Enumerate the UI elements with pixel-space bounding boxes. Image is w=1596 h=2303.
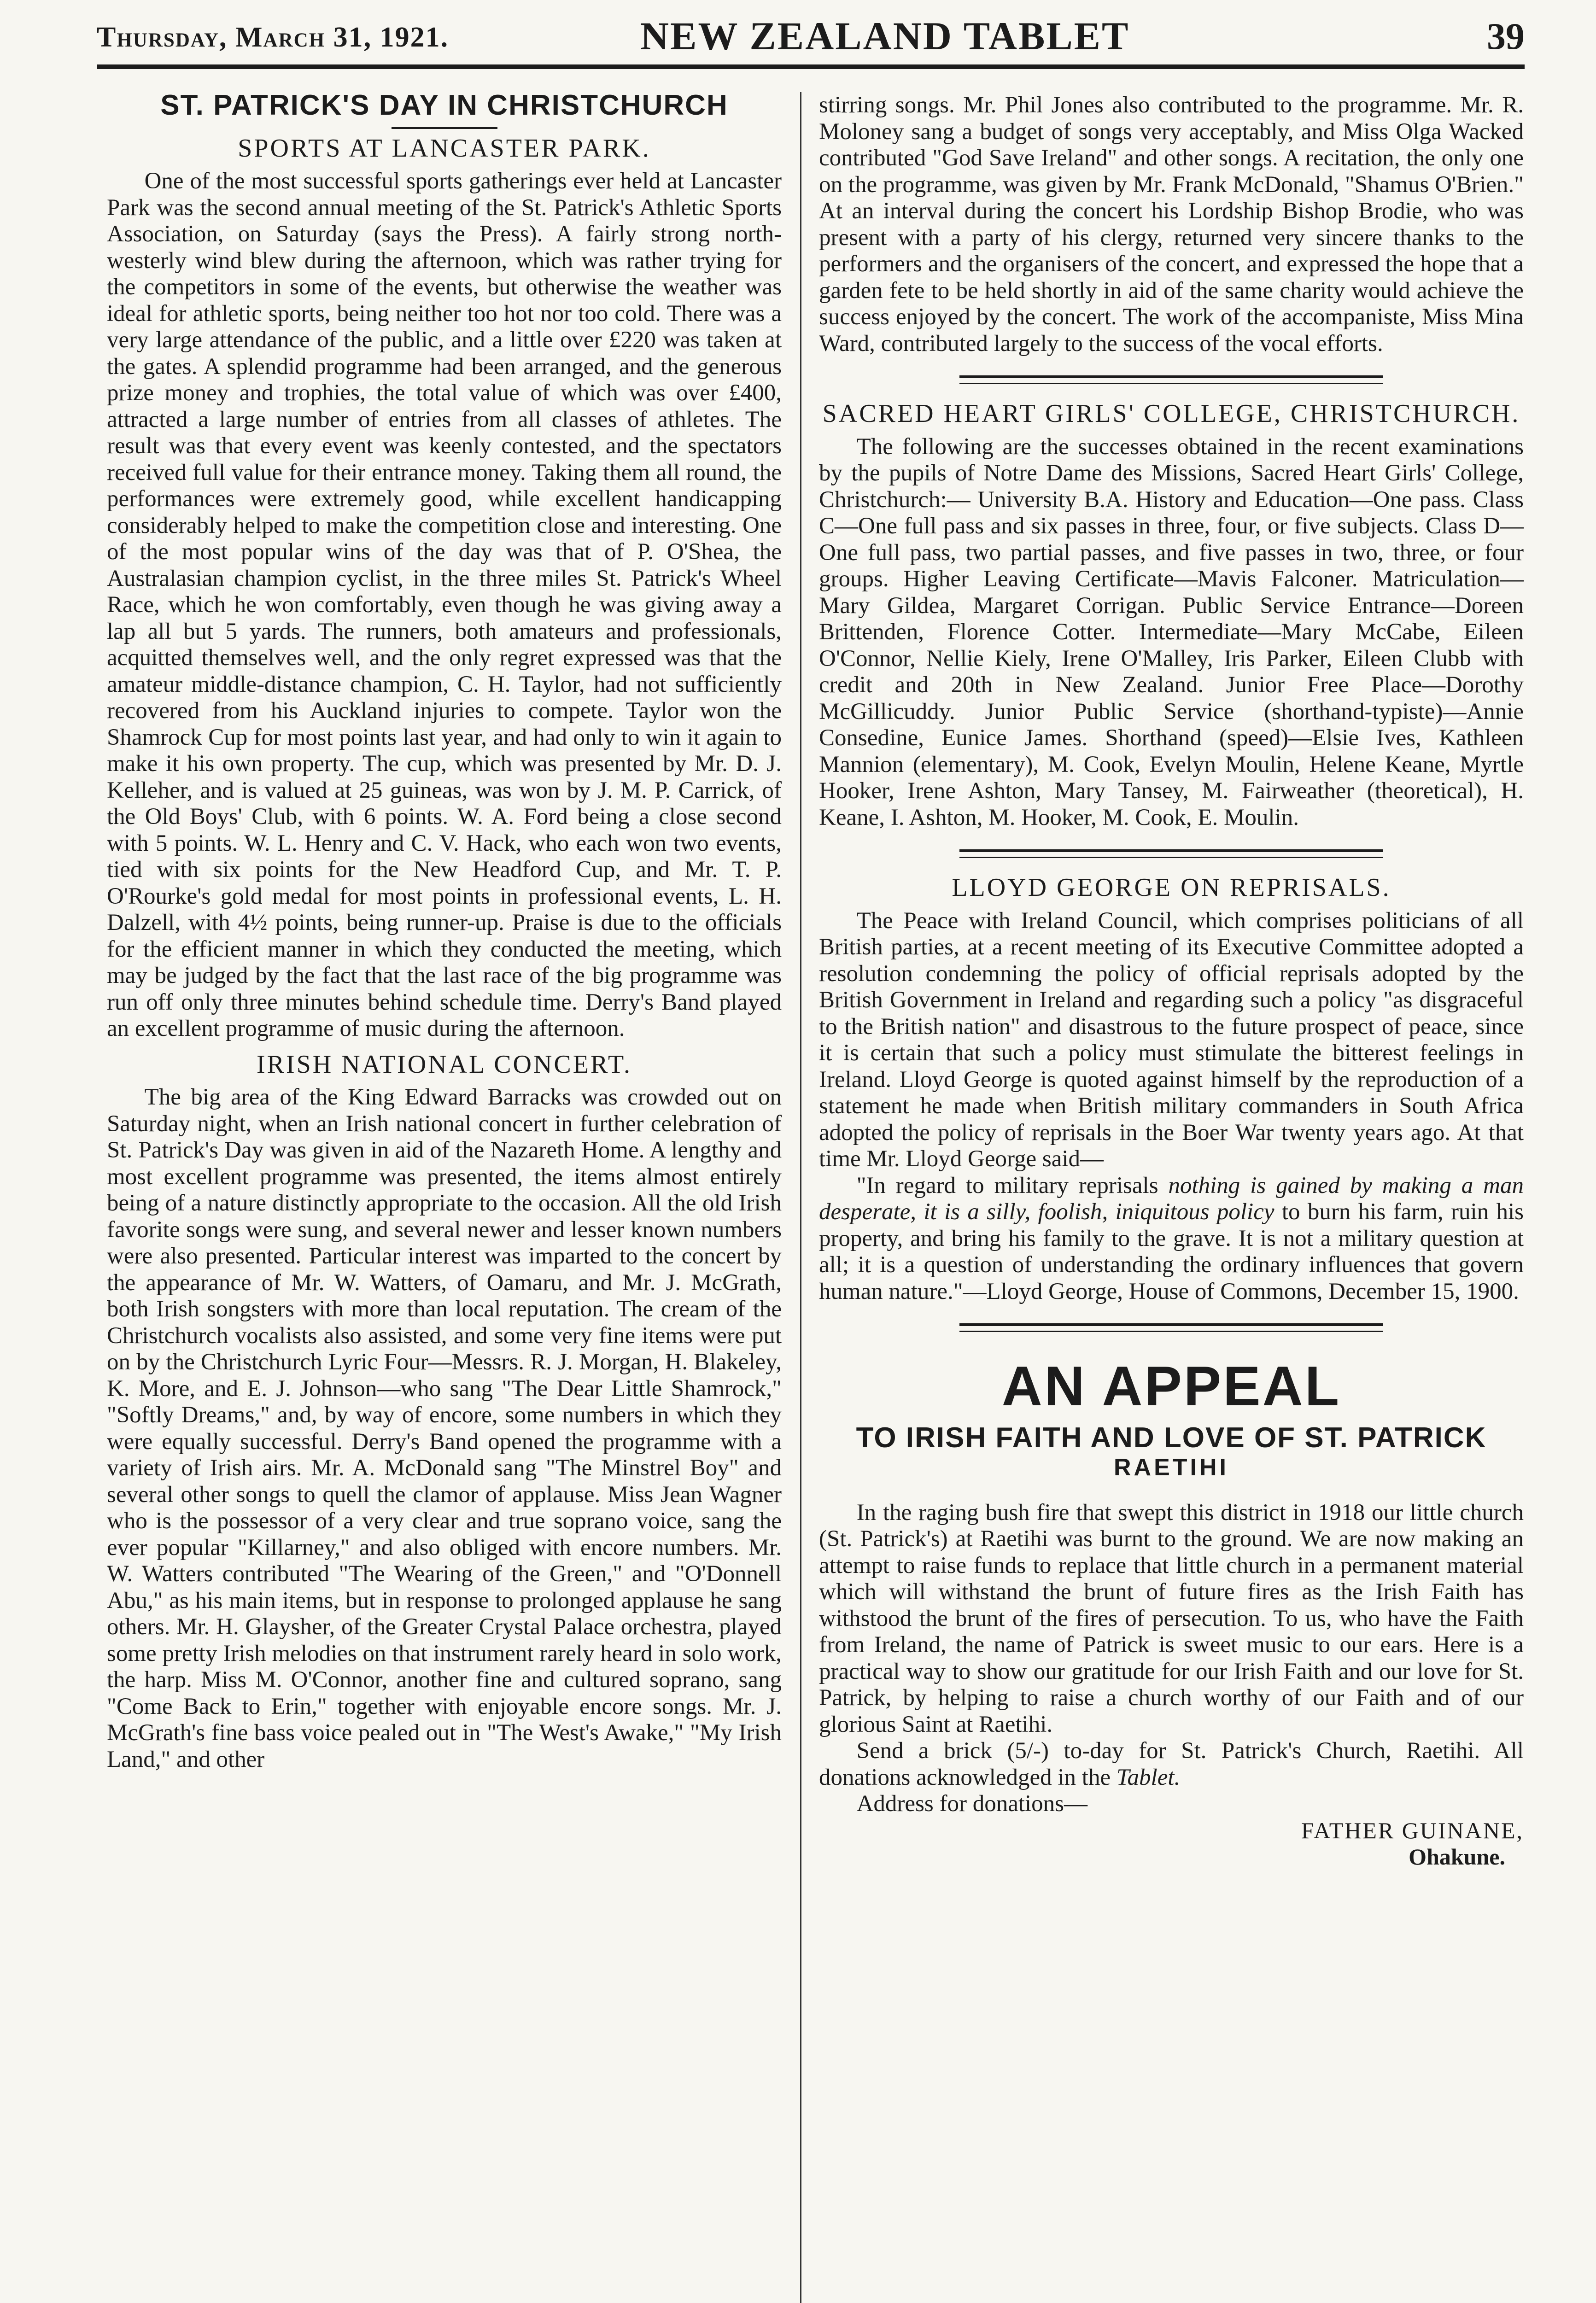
subhead-concert: IRISH NATIONAL CONCERT. xyxy=(256,1050,632,1079)
section-rule xyxy=(959,1323,1383,1332)
appeal-notice xyxy=(819,1356,1524,1870)
appeal-address: Address for donations— xyxy=(856,1791,1088,1817)
college-paragraph: The following are the successes obtained in the recent examinations by the pupils of Notre Dame des Missions, Sacred Heart Girls' College, Christchurch:— University B.A. History and Education—One pass. Class C—One full pass and six passes in three, four, or five subjects. Class D—One full pass, two partial passes, and five passes in two, three, or four groups. Higher Leaving Certificate—Mavis Falconer. Matriculation—Mary Gildea, Margaret Corrigan. Public Service Entrance—Doreen Brittenden, Florence Cotter. Intermediate—Mary McCabe, Eileen O'Connor, Nellie Kiely, Irene O'Malley, Iris Parker, Eileen Clubb with credit and 20th in New Zealand. Junior Free Place—Dorothy McGillicuddy. Junior Public Service (shorthand-typiste)—Annie Consedine, Eunice James. Shorthand (speed)—Elsie Ives, Kathleen Mannion (elementary), M. Cook, Evelyn Moulin, Helene Keane, Myrtle Hooker, Irene Ashton, Mary Tansey, M. Fairweather (theoretical), H. Keane, I. Ashton, M. Hooker, M. Cook, E. Moulin. xyxy=(819,433,1524,830)
appeal-location: Ohakune. xyxy=(1409,1844,1505,1870)
concert-continued-paragraph: stirring songs. Mr. Phil Jones also contributed to the programme. Mr. R. Moloney sang a budget of songs very acceptably, and Miss Olga Wacked contributed "God Save Ireland" and other songs. A recitation, the only one on the programme, was given by Mr. Frank McDonald, "Shamus O'Brien." At an interval during the concert his Lordship Bishop Brodie, who was present with a party of his clergy, returned very sincere thanks to the performers and the organisers of the concert, and expressed the hope that a garden fete to be held shortly in aid of the same charity would achieve the success enjoyed by the concert. The work of the accompaniste, Miss Mina Ward, contributed largely to the success of the vocal efforts. xyxy=(819,92,1524,357)
appeal-paragraph: In the raging bush fire that swept this district in 1918 our little church (St. Patrick's) at Raetihi was burnt to the ground. We are now making an attempt to raise funds to replace that little church in a permanent material which will withstand the brunt of future fires as the Irish Faith has withstood the brunt of the fires of persecution. To us, who have the Faith from Ireland, the name of Patrick is sweet music to our ears. Here is a practical way to show our gratitude for our Irish Faith and our love for St. Patrick, by helping to raise a church worthy of our Faith and of our glorious Saint at Raetihi. xyxy=(819,1499,1524,1737)
appeal-signature: FATHER GUINANE, xyxy=(1301,1817,1524,1843)
page-number: 39 xyxy=(1487,15,1525,57)
appeal-place: RAETIHI xyxy=(1114,1454,1229,1481)
lloyd-george-paragraph: The Peace with Ireland Council, which comprises politicians of all British parties, at a recent meeting of its Executive Committee adopted a resolution condemning the policy of official reprisals adopted by the British Government in Ireland and regarding such a policy "as disgraceful to the British nation" and disastrous to the future prospect of peace, since it is certain that such a policy must stimulate the bitterest feelings in Ireland. Lloyd George is quoted against himself by the reproduction of a statement he made when British military commanders in South Africa adopted the policy of reprisals in the Boer War twenty years ago. At that time Mr. Lloyd George said— xyxy=(819,907,1524,1172)
headline-rule xyxy=(392,127,497,129)
quote-text: "In regard to military reprisals xyxy=(856,1172,1169,1198)
appeal-subtitle: TO IRISH FAITH AND LOVE OF ST. PATRICK xyxy=(856,1422,1487,1454)
quote-italic-text: nothing is gained by making a man desperate, it is a silly, foolish, iniquitous policy xyxy=(819,1172,1524,1225)
appeal-title: AN APPEAL xyxy=(1001,1355,1341,1417)
lloyd-george-headline: LLOYD GEORGE ON REPRISALS. xyxy=(952,873,1391,902)
left-column xyxy=(107,89,782,1773)
article-headline-st-patricks: ST. PATRICK'S DAY IN CHRISTCHURCH xyxy=(160,89,728,121)
issue-date: Thursday, March 31, 1921. xyxy=(97,22,449,53)
section-rule xyxy=(959,849,1383,858)
masthead-rule xyxy=(97,64,1525,69)
newspaper-title: NEW ZEALAND TABLET xyxy=(640,14,1130,58)
quote-text-end: to burn his farm, ruin his property, and bring his family to the grave. It is not a military question at all; it is a question of understanding the ordinary influences that govern human nature."—Lloyd George, House of Commons, December 15, 1900. xyxy=(819,1199,1524,1304)
sports-paragraph: One of the most successful sports gatherings ever held at Lancaster Park was the second annual meeting of the St. Patrick's Athletic Sports Association, on Saturday (says the Press). A fairly strong north-westerly wind blew during the afternoon, which was rather trying for the competitors in some of the events, but otherwise the weather was ideal for athletic sports, being neither too hot nor too cold. There was a very large attendance of the public, and a little over £220 was taken at the gates. A splendid programme had been arranged, and the generous prize money and trophies, the total value of which was over £400, attracted a large number of entries from all classes of athletes. The result was that every event was keenly contested, and the spectators received full value for their entrance money. Taking them all round, the performances were extremely good, while excellent handicapping considerably helped to make the competition close and interesting. One of the most popular wins of the day was that of P. O'Shea, the Australasian champion cyclist, in the three miles St. Patrick's Wheel Race, which he won comfortably, even though he was giving away a lap all but 5 yards. The runners, both amateurs and professionals, acquitted themselves well, and the only regret expressed was that the amateur middle-distance champion, C. H. Taylor, had not sufficiently recovered from his Auckland injuries to compete. Taylor won the Shamrock Cup for most points last year, and had only to win it again to make it his own property. The cup, which was presented by Mr. D. J. Kelleher, and is valued at 25 guineas, was won by J. M. P. Carrick, of the Old Boys' Club, with 6 points. W. A. Ford being a close second with 5 points. W. L. Henry and C. V. Hack, who each won two events, tied with six points for the New Headford Cup, and Mr. T. P. O'Rourke's gold medal for most points in professional events, L. H. Dalzell, with 4½ points, being runner-up. Praise is due to the officials for the efficient manner in which they conducted the meeting, which may be judged by the fact that the last race of the big programme was run off only three minutes behind schedule time. Derry's Band played an excellent programme of music during the afternoon. xyxy=(107,168,782,1041)
appeal-send-text: Send a brick (5/-) to-day for St. Patrick's Church, Raetihi. All donations acknowledged in the xyxy=(819,1738,1524,1790)
column-divider xyxy=(800,92,801,2303)
appeal-send-italic: Tablet. xyxy=(1116,1764,1181,1790)
lloyd-george-quote xyxy=(819,1173,1524,1305)
college-headline: SACRED HEART GIRLS' COLLEGE, CHRISTCHURCH. xyxy=(822,399,1520,428)
right-column xyxy=(819,92,1524,1870)
concert-paragraph: The big area of the King Edward Barracks was crowded out on Saturday night, when an Irish national concert in further celebration of St. Patrick's Day was given in aid of the Nazareth Home. A lengthy and most excellent programme was presented, the items almost entirely being of a nature distinctly appropriate to the occasion. All the old Irish favorite songs were sung, and several newer and lesser known numbers were also presented. Particular interest was imparted to the concert by the appearance of Mr. W. Watters, of Oamaru, and Mr. J. McGrath, both Irish songsters with more than local reputation. The cream of the Christchurch vocalists also assisted, and some very fine items were put on by the Christchurch Lyric Four—Messrs. R. J. Morgan, H. Blakeley, K. More, and E. J. Johnson—who sang "The Dear Little Shamrock," "Softly Dreams," and, by way of encore, some numbers in which they were equally successful. Derry's Band opened the programme with a variety of Irish airs. Mr. A. McDonald sang "The Minstrel Boy" and several other songs to quell the clamor of applause. Miss Jean Wagner who is the possessor of a very clear and true soprano voice, sang the ever popular "Killarney," and also obliged with encore numbers. Mr. W. Watters contributed "The Wearing of the Green," and "O'Donnell Abu," as his main items, but in response to prolonged applause he sang others. Mr. H. Glaysher, of the Greater Crystal Palace orchestra, played some pretty Irish melodies on that instrument rarely heard in solo work, the harp. Miss M. O'Connor, another fine and cultured soprano, sang "Come Back to Erin," together with enjoyable encore songs. Mr. J. McGrath's fine bass voice pealed out in "The West's Awake," "My Irish Land," and other xyxy=(107,1084,782,1772)
appeal-send-paragraph xyxy=(819,1738,1524,1791)
subhead-sports: SPORTS AT LANCASTER PARK. xyxy=(238,134,651,163)
section-rule xyxy=(959,375,1383,384)
masthead xyxy=(97,8,1525,64)
